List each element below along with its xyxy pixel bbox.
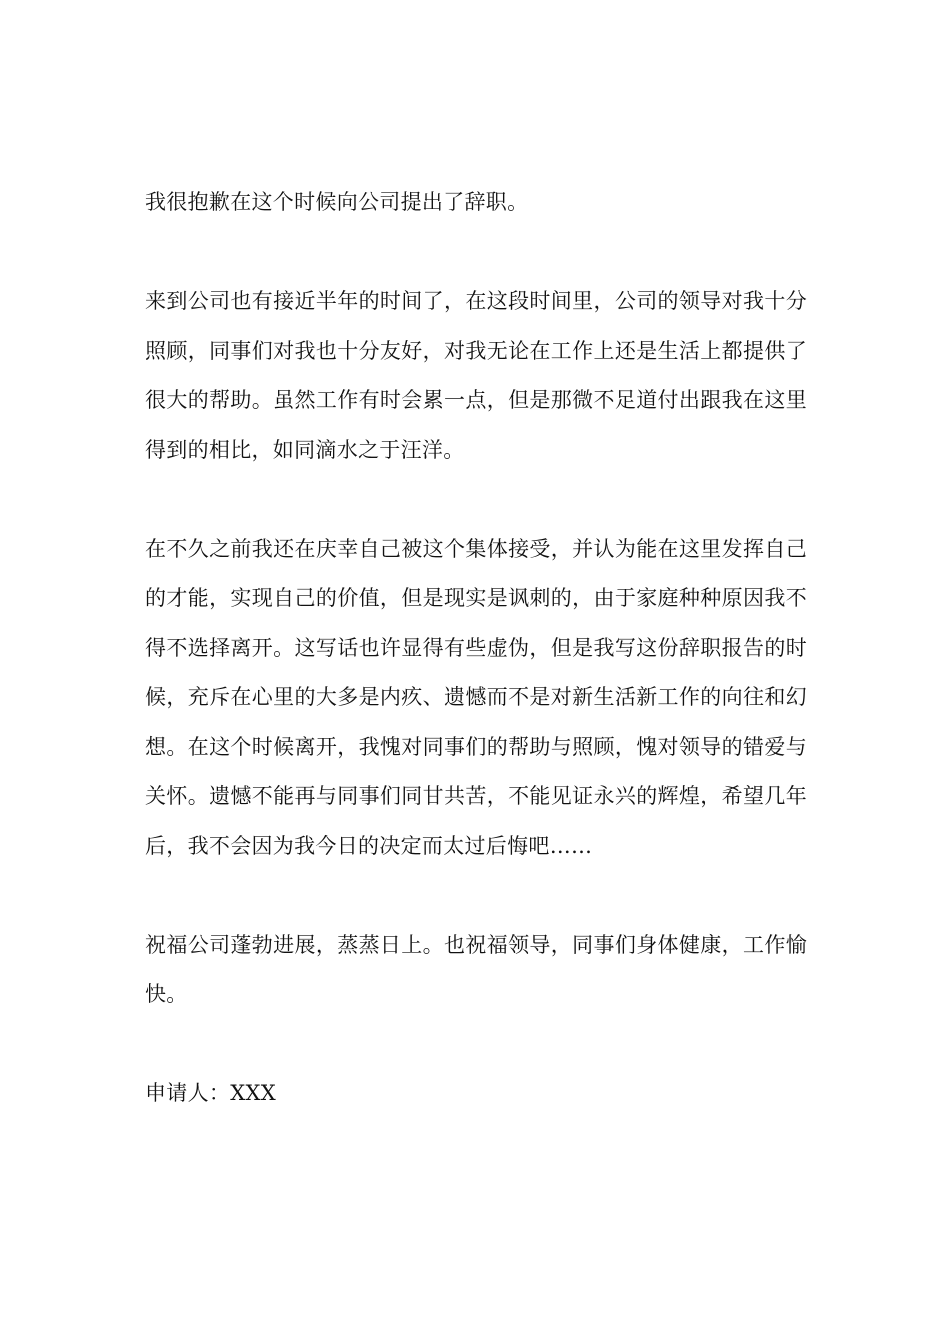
paragraph-apology: 我很抱歉在这个时候向公司提出了辞职。	[145, 190, 529, 214]
paragraph-reason: 在不久之前我还在庆幸自己被这个集体接受，并认为能在这里发挥自己的才能，实现自己的价值，但是现实是讽刺的，由于家庭种种原因我不得不选择离开。这写话也许显得有些虚伪，但是我写这份辞职报告的时候，充斥在心里的大多是内疚、遗憾而不是对新生活新工作的向往和幻想。在这个时候离开，我愧对同事们的帮助与照顾，愧对领导的错爱与关怀。遗憾不能再与同事们同甘共苦，不能见证永兴的辉煌，希望几年后，我不会因为我今日的决定而太过后悔吧……	[145, 536, 807, 858]
paragraph-gratitude: 来到公司也有接近半年的时间了，在这段时间里，公司的领导对我十分照顾，同事们对我也十分友好，对我无论在工作上还是生活上都提供了很大的帮助。虽然工作有时会累一点，但是那微不足道付出跟我在这里得到的相比，如同滴水之于汪洋。	[145, 289, 807, 462]
paragraph-blessing: 祝福公司蓬勃进展，蒸蒸日上。也祝福领导，同事们身体健康，工作愉快。	[145, 932, 807, 1006]
signature-line: 申请人：XXX	[145, 1081, 276, 1105]
letter-body	[145, 178, 807, 1119]
